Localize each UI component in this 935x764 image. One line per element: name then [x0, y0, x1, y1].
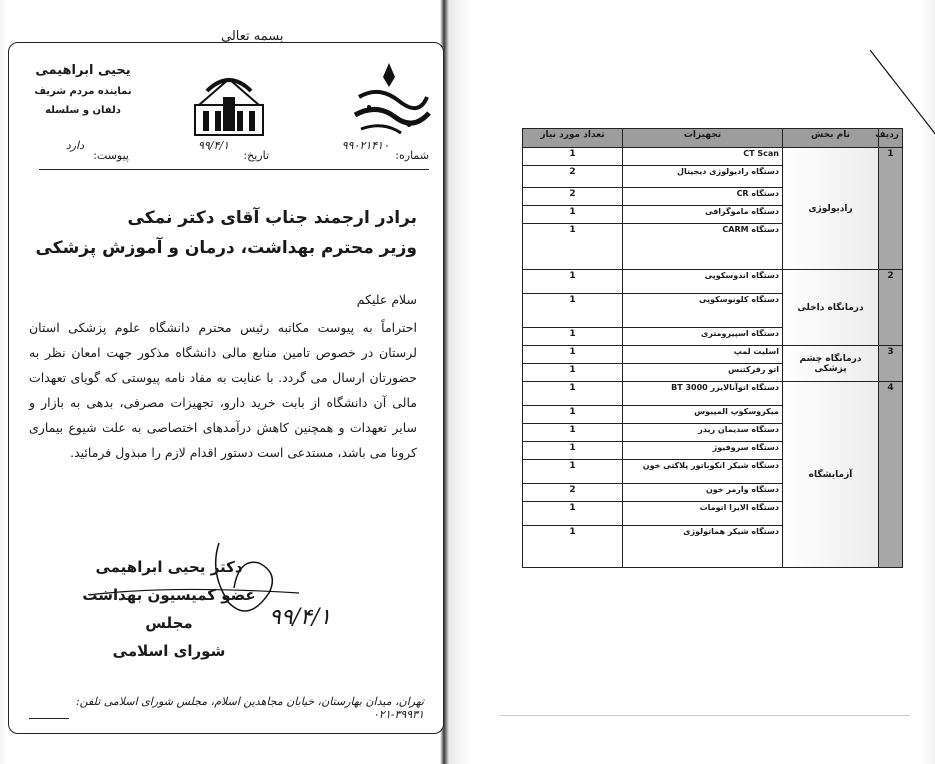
- footer-rule: [29, 718, 69, 719]
- count-cell: 1: [523, 406, 623, 424]
- row-number-cell: 4: [879, 382, 903, 568]
- equipment-name-cell: دستگاه اندوسکوپی: [623, 270, 783, 294]
- ref-number-label: شماره:: [395, 149, 429, 162]
- table-body: [523, 148, 903, 568]
- reference-rule: [39, 169, 429, 170]
- count-cell: 1: [523, 364, 623, 382]
- section-name-cell: رادیولوژی: [783, 148, 879, 270]
- count-cell: 1: [523, 148, 623, 166]
- equipment-name-cell: CT Scan: [623, 148, 783, 166]
- ref-attach-value: دارد: [65, 139, 84, 152]
- ref-date-label: تاریخ:: [243, 149, 269, 162]
- equipment-name-cell: اتو رفرکتنس: [623, 364, 783, 382]
- equipment-name-cell: دستگاه رادیولوژی دیجیتال: [623, 166, 783, 188]
- header-count: تعداد مورد نیاز: [523, 129, 623, 148]
- count-cell: 1: [523, 526, 623, 568]
- table-header-row: [523, 129, 903, 148]
- sender-role: نماینده مردم شریف: [34, 86, 132, 97]
- equipment-name-cell: دستگاه وارمر خون: [623, 484, 783, 502]
- header-section: نام بخش: [783, 129, 879, 148]
- table-row: [523, 270, 903, 294]
- count-cell: 2: [523, 484, 623, 502]
- salutation-line-2: وزیر محترم بهداشت، درمان و آموزش پزشکی: [35, 238, 417, 258]
- equipment-name-cell: دستگاه شیکر انکوباتور پلاکتی خون: [623, 460, 783, 484]
- equipment-name-cell: دستگاه اتوآنالایزر BT 3000: [623, 382, 783, 406]
- equipment-table: [522, 128, 903, 568]
- count-cell: 2: [523, 166, 623, 188]
- salutation-line-1: برادر ارجمند جناب آقای دکتر نمکی: [127, 208, 417, 228]
- equipment-name-cell: دستگاه اسپیرومتری: [623, 328, 783, 346]
- row-number-cell: 3: [879, 346, 903, 382]
- table-row: [523, 148, 903, 166]
- salutation: [35, 203, 417, 263]
- count-cell: 1: [523, 294, 623, 328]
- reference-row: [29, 139, 429, 169]
- official-letter: [8, 29, 444, 734]
- count-cell: 1: [523, 224, 623, 270]
- sender-constituency: دلفان و سلسله: [45, 105, 121, 116]
- signature-date: ۹۹/۴/۱: [269, 605, 332, 630]
- count-cell: 1: [523, 382, 623, 406]
- ref-number-value: ۹۹۰۲۱۴۱۰: [341, 139, 389, 152]
- signature-role: عضو کمیسیون بهداشت مجلس: [82, 586, 256, 632]
- header-row-number: ردیف: [879, 129, 903, 148]
- equipment-name-cell: دستگاه کلونوسکوپی: [623, 294, 783, 328]
- count-cell: 2: [523, 188, 623, 206]
- equipment-name-cell: اسلیت لمپ: [623, 346, 783, 364]
- table-row: [523, 346, 903, 364]
- count-cell: 1: [523, 460, 623, 484]
- ref-date-value: ۹۹/۴/۱: [197, 139, 229, 152]
- sender-block: [23, 63, 143, 116]
- signature-block: [69, 553, 269, 665]
- equipment-name-cell: دستگاه سدیمان ریدر: [623, 424, 783, 442]
- count-cell: 1: [523, 346, 623, 364]
- letter-header-mark: بسمه تعالی: [221, 29, 284, 44]
- equipment-name-cell: دستگاه ماموگرافی: [623, 206, 783, 224]
- parliament-building-emblem: [189, 61, 269, 141]
- body-paragraph: احتراماً به پیوست مکاتبه رئیس محترم دانشگاه علوم پزشکی استان لرستان در خصوص تامین منابع مالی دانشگاه مذکور جهت امعان نظر به حضورتان ارسال می گردد. با عنایت به مفاد نامه پیوستی که گویای تعهدات مالی آن دانشگاه از بابت خرید دارو، تجهیزات مصرفی، بدهی به بازار و سایر تعهدات و همچنین کاهش درآمدهای اختصاصی به علت شیوع بیماری کرونا می باشد، مستدعی است دستور اقدام لازم را مبذول فرمائید.: [29, 320, 417, 460]
- table-row: [523, 382, 903, 406]
- count-cell: 1: [523, 328, 623, 346]
- equipment-name-cell: دستگاه CR: [623, 188, 783, 206]
- majlis-calligraphy-logo: [349, 57, 431, 149]
- signature-org: شورای اسلامی: [112, 642, 226, 660]
- equipment-name-cell: دستگاه سروفیوژ: [623, 442, 783, 460]
- count-cell: 1: [523, 206, 623, 224]
- count-cell: 1: [523, 424, 623, 442]
- row-number-cell: 1: [879, 148, 903, 270]
- section-name-cell: درمانگاه داخلی: [783, 270, 879, 346]
- count-cell: 1: [523, 270, 623, 294]
- attachment-page: [470, 30, 930, 730]
- section-name-cell: آزمایشگاه: [783, 382, 879, 568]
- equipment-name-cell: دستگاه CARM: [623, 224, 783, 270]
- count-cell: 1: [523, 442, 623, 460]
- signature-name: دکتر یحیی ابراهیمی: [95, 558, 243, 576]
- ref-attach-label: پیوست:: [93, 149, 129, 162]
- row-number-cell: 2: [879, 270, 903, 346]
- count-cell: 1: [523, 502, 623, 526]
- equipment-name-cell: میکروسکوپ المپیوس: [623, 406, 783, 424]
- header-equipment: تجهیزات: [623, 129, 783, 148]
- equipment-name-cell: دستگاه الایزا اتومات: [623, 502, 783, 526]
- greeting: سلام علیکم: [356, 292, 417, 307]
- sender-name: یحیی ابراهیمی: [35, 63, 131, 78]
- page-bottom-rule: [500, 715, 910, 716]
- page-corner-fold: [870, 50, 935, 140]
- equipment-name-cell: دستگاه شیکر هماتولوژی: [623, 526, 783, 568]
- letter-body: [29, 287, 417, 465]
- letter-footer: تهران، میدان بهارستان، خیابان مجاهدین اسلام، مجلس شورای اسلامی تلفن: ۳۹۹۳۱-۰۲۱: [75, 695, 424, 721]
- section-name-cell: درمانگاه چشم پزشکی: [783, 346, 879, 382]
